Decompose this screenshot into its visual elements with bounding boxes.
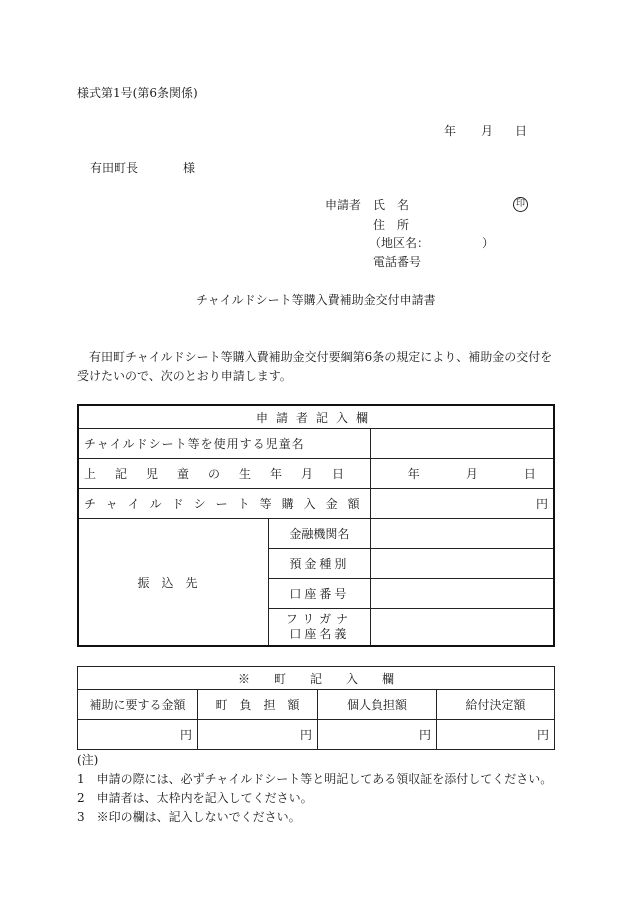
personal-burden-cell: 円 <box>318 720 437 750</box>
deposit-type-field[interactable] <box>370 549 554 579</box>
seal-mark: 印 <box>513 197 528 212</box>
applicant-name-label: 氏 名 <box>373 198 410 212</box>
bank-name-label: 金融機関名 <box>269 519 371 549</box>
addressee-honorific: 様 <box>183 161 196 175</box>
deposit-type-label: 預金種別 <box>269 549 371 579</box>
date-month: 月 <box>481 124 494 138</box>
applicant-address-label: 住 所 <box>373 218 410 232</box>
town-section-header: ※ 町 記 入 欄 <box>78 667 555 690</box>
body-text-line2: 受けたいので、次のとおり申請します。 <box>77 369 292 383</box>
col-subsidy-amount: 補助に要する金額 <box>78 690 198 720</box>
note-item-2: 2 申請者は、太枠内を記入してください。 <box>77 791 313 805</box>
purchase-amount-label: チャイルドシート等購入金額 <box>78 489 370 519</box>
applicant-phone-label: 電話番号 <box>373 255 422 269</box>
child-name-label: チャイルドシート等を使用する児童名 <box>78 429 370 459</box>
birth-date-field[interactable] <box>370 459 554 489</box>
notes-title: (注) <box>77 753 99 767</box>
addressee-title: 有田町長 <box>90 161 139 175</box>
note-item-3: 3 ※印の欄は、記入しないでください。 <box>77 810 301 824</box>
account-number-label: 口座番号 <box>269 579 371 609</box>
town-table <box>77 666 555 750</box>
col-decision-amount: 給付決定額 <box>437 690 555 720</box>
decision-amount-cell: 円 <box>437 720 555 750</box>
purchase-amount-field[interactable]: 円 <box>370 489 554 519</box>
account-number-field[interactable] <box>370 579 554 609</box>
subsidy-amount-cell: 円 <box>78 720 198 750</box>
furigana-label: フリガナ <box>285 612 354 626</box>
birth-year-unit: 年 <box>407 467 420 481</box>
applicant-district-label: （地区名： <box>369 236 430 250</box>
birth-month-unit: 月 <box>465 467 478 481</box>
applicant-section-header: 申請者記入欄 <box>78 405 554 429</box>
birth-date-label: 上記児童の生年月日 <box>78 459 370 489</box>
col-town-burden: 町 負 担 額 <box>198 690 318 720</box>
bank-name-field[interactable] <box>370 519 554 549</box>
body-text-line1: 有田町チャイルドシート等購入費補助金交付要綱第6条の規定により、補助金の交付を <box>89 350 553 364</box>
applicant-table <box>77 404 555 647</box>
form-number: 様式第1号(第6条関係) <box>77 86 198 100</box>
account-holder-field[interactable] <box>370 609 554 647</box>
transfer-destination-label: 振込先 <box>78 519 269 647</box>
col-personal-burden: 個人負担額 <box>318 690 437 720</box>
child-name-field[interactable] <box>370 429 554 459</box>
birth-day-unit: 日 <box>523 467 536 481</box>
town-burden-cell: 円 <box>198 720 318 750</box>
document-title: チャイルドシート等購入費補助金交付申請書 <box>196 293 436 307</box>
applicant-label: 申請者 <box>325 198 362 212</box>
date-day: 日 <box>515 124 528 138</box>
date-year: 年 <box>444 124 457 138</box>
account-holder-label <box>269 609 371 647</box>
applicant-district-close: ） <box>482 236 495 250</box>
note-item-1: 1 申請の際には、必ずチャイルドシート等と明記してある領収証を添付してください。 <box>77 772 553 786</box>
account-holder-name-label: 口座名義 <box>289 627 350 641</box>
